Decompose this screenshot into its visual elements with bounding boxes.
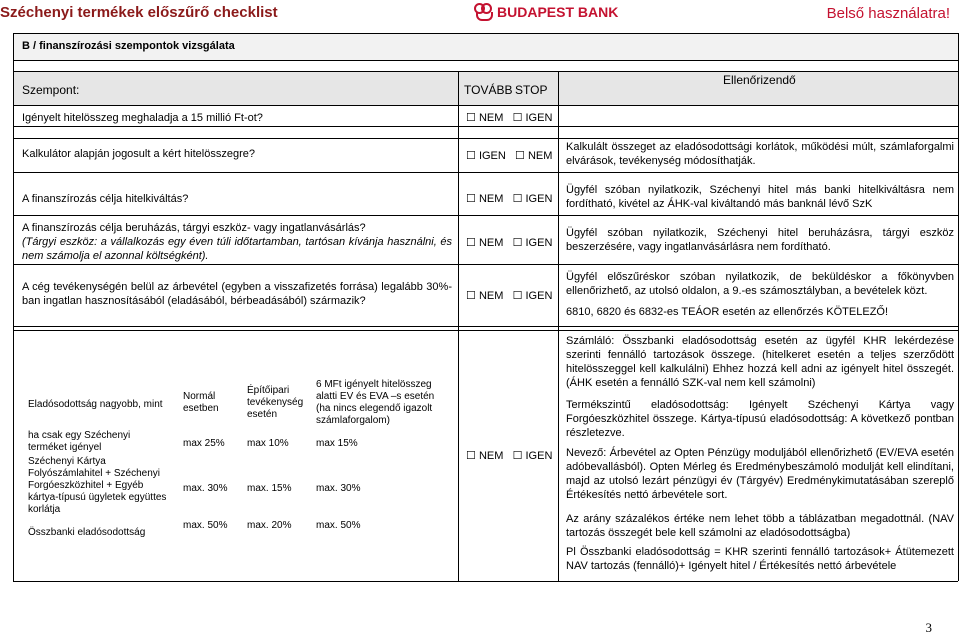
checkbox-icon[interactable]: ☐: [512, 193, 523, 205]
header-stop: STOP: [515, 83, 548, 97]
inner-value: max. 20%: [247, 520, 292, 531]
inner-value: max. 50%: [183, 520, 228, 531]
checkbox-icon[interactable]: ☐: [466, 290, 476, 302]
row5-note: Ügyfél előszűréskor szóban nyilatkozik, de beküldéskor a főkönyvben ellenőrizhető, az utolsó oldalon, a 9.-es számosztályban, a bevételek közt.: [566, 271, 954, 297]
row4-options[interactable]: ☐ NEM ☐ IGEN: [466, 237, 553, 249]
header-szempont: Szempont:: [22, 83, 80, 97]
checkbox-icon[interactable]: ☐: [512, 290, 523, 302]
row6-note-termekszintu: Termékszintű eladósodottság: Igényelt Széchenyi Kártya vagy Forgóeszközhitel összege. Kártya-típusú eladósodottság: A következő pontban részletezve.: [566, 399, 954, 439]
row3-question: A finanszírozás célja hitelkiváltás?: [22, 193, 189, 205]
inner-value: max 10%: [247, 438, 289, 449]
checkbox-icon[interactable]: ☐: [466, 150, 476, 162]
row3-note: Ügyfél szóban nyilatkozik, Széchenyi hitel más banki hitelkiváltásra nem fordítható, kivétel az ÁHK-val kiváltandó más banknál lévő SzK: [566, 184, 954, 210]
checkbox-icon[interactable]: ☐: [512, 450, 523, 462]
inner-col-ev-eva: 6 MFt igényelt hitelösszeg alatti EV és EVA –s esetén (ha nincs elegendő igazolt számlaforgalom): [316, 379, 435, 426]
inner-col-epitoipari: Építőipari tevékenység esetén: [247, 385, 304, 420]
inner-row-label-1: Eladósodottság nagyobb, mint: [28, 399, 163, 410]
document-title: Széchenyi termékek előszűrő checklist: [0, 4, 278, 21]
checkbox-icon[interactable]: ☐: [466, 193, 476, 205]
row4-question: A finanszírozás célja beruházás, tárgyi eszköz- vagy ingatlanvásárlás?: [22, 222, 366, 234]
checkbox-icon[interactable]: ☐: [512, 237, 523, 249]
row4-note: Ügyfél szóban nyilatkozik, Széchenyi hitel beruházásra, tárgyi eszköz beszerzésére, vagy ingatlanvásárlásra nem fordítható.: [566, 227, 954, 253]
row3-options[interactable]: ☐ NEM ☐ IGEN: [466, 193, 553, 205]
row1-options[interactable]: ☐ NEM ☐ IGEN: [466, 112, 553, 124]
row6-note-arany: Az arány százalékos értéke nem lehet több a táblázatban megadottnál. (NAV tartozás összegét bele kell számolni az eladósodottságba): [566, 513, 954, 539]
row6-note-pelda: Pl Összbanki eladósodottság = KHR szerinti fennálló tartozások+ Átütemezett NAV tartozás (fennálló)+ Igényelt hitel / Értékesítés nettó árbevétele: [566, 546, 954, 572]
bank-name: BUDAPEST BANK: [497, 4, 619, 20]
inner-row-label-4: Összbanki eladósodottság: [28, 527, 146, 538]
row1-question: Igényelt hitelösszeg meghaladja a 15 millió Ft-ot?: [22, 112, 263, 124]
header-ellenorizendo: Ellenőrizendő: [723, 73, 796, 87]
inner-value: max. 30%: [183, 483, 228, 494]
bank-logo: [474, 3, 618, 21]
header-tovabb: TOVÁBB: [464, 83, 513, 97]
inner-value: max. 50%: [316, 520, 361, 531]
inner-value: max. 30%: [316, 483, 361, 494]
row5-note-teaor: 6810, 6820 és 6832-es TEÁOR esetén az ellenőrzés KÖTELEZŐ!: [566, 306, 889, 318]
row5-question: A cég tevékenységén belül az árbevétel (egyben a visszafizetés forrása) legalább 30%-ban ingatlan hasznosításából (eladásából, bérbeadásából) származik?: [22, 281, 452, 307]
row6-note-nevezo: Nevező: Árbevétel az Opten Pénzügy moduljából ellenőrizhető (EV/EVA esetén adóbevallásból). Opten Mérleg és Eredménybeszámoló modulját kell elindítani, majd az utolsó lezárt pénzügyi év (Tárgyév) Eredménykimutatásában szereplő Értékesítés nettó árbevétele sort.: [566, 447, 954, 501]
inner-value: max 15%: [316, 438, 358, 449]
inner-value: max 25%: [183, 438, 225, 449]
row2-note: Kalkulált összeget az eladósodottsági korlátok, működési múlt, számlaforgalmi elvárások, tevékenység módosíthatják.: [566, 141, 954, 167]
row4-question-sub: (Tárgyi eszköz: a vállalkozás egy éven túli időtartamban, tartósan kívánja használni, és nem számolja el azonnal költségként).: [22, 236, 452, 262]
inner-row-label-2: ha csak egy Széchenyi terméket igényel: [28, 430, 131, 453]
checkbox-icon[interactable]: ☐: [515, 150, 525, 162]
inner-col-normal: Normál esetben: [183, 391, 219, 414]
checkbox-icon[interactable]: ☐: [466, 112, 476, 124]
section-title: B / finanszírozási szempontok vizsgálata: [22, 40, 235, 52]
checkbox-icon[interactable]: ☐: [512, 112, 523, 124]
page-number: 3: [925, 620, 932, 635]
checkbox-icon[interactable]: ☐: [466, 237, 476, 249]
inner-row-label-3: Széchenyi Kártya Folyószámlahitel + Széchenyi Forgóeszközhitel + Egyéb kártya-típusú ügyletek együttes korlátja: [28, 456, 167, 515]
internal-use-label: Belső használatra!: [826, 5, 950, 22]
row2-question: Kalkulátor alapján jogosult a kért hitelösszegre?: [22, 148, 255, 160]
checkbox-icon[interactable]: ☐: [466, 450, 476, 462]
row6-note-szamlalo: Számláló: Összbanki eladósodottság esetén az ügyfél KHR lekérdezése szerinti fennálló tartozások összege. (hitelkeret esetén a teljes szerződött hitelösszeggel kell kalkulálni) Ehhez hozzá kell adni az igényelt hitel összegét. (ÁHK esetén a fennálló SZK-val nem kell számolni): [566, 335, 954, 389]
row6-options[interactable]: ☐ NEM ☐ IGEN: [466, 450, 553, 462]
bank-logo-icon: [474, 3, 492, 21]
inner-value: max. 15%: [247, 483, 292, 494]
row2-options[interactable]: ☐ IGEN ☐ NEM: [466, 150, 553, 162]
row5-options[interactable]: ☐ NEM ☐ IGEN: [466, 290, 553, 302]
